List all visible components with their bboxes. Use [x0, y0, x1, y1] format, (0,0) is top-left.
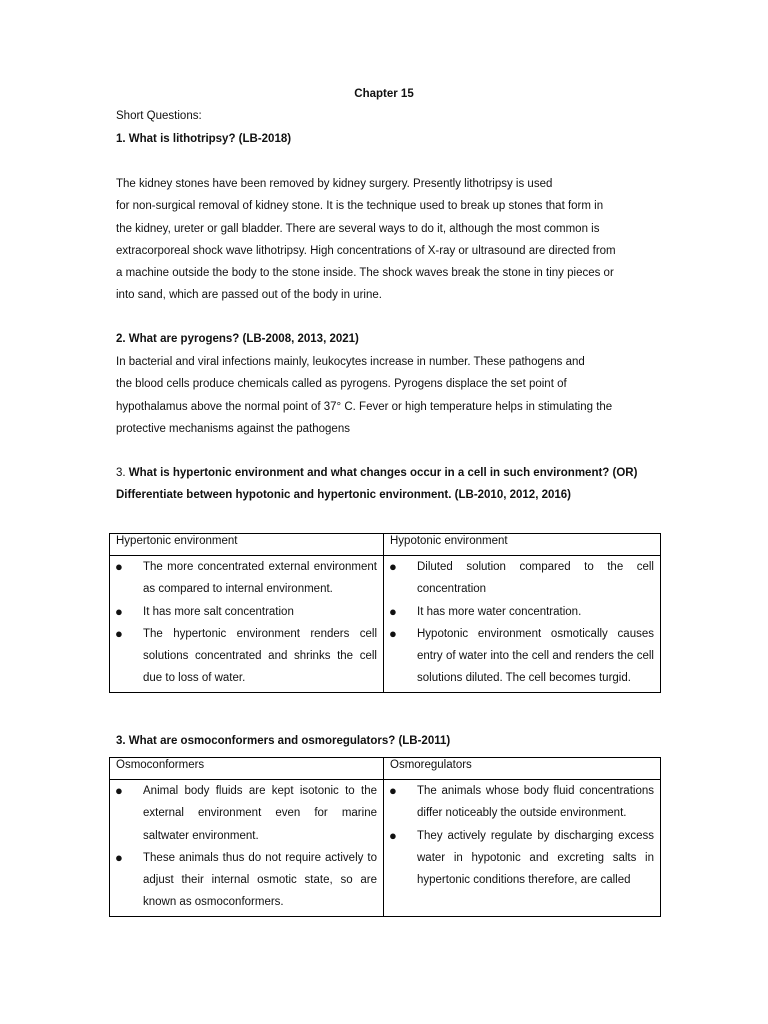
list-item — [110, 780, 377, 847]
list-item-text: The animals whose body fluid concentrations differ noticeably the outside environment. — [417, 785, 654, 820]
table-cell — [110, 780, 384, 917]
bullet-icon: ● — [115, 603, 123, 619]
list-item-text: The hypertonic environment renders cell solutions concentrated and shrinks the cell due to loss of water. — [143, 627, 377, 685]
list-item — [384, 623, 654, 690]
list-item-text: Animal body fluids are kept isotonic to the external environment even for marine saltwater environment. — [143, 785, 377, 842]
table-cell — [384, 556, 661, 693]
q3-heading-line1: What is hypertonic environment and what changes occur in a cell in such environment? (OR) — [128, 467, 638, 479]
list-item — [384, 556, 654, 601]
list-item — [384, 780, 654, 825]
table-header-row — [110, 758, 661, 780]
q2-answer — [116, 351, 656, 440]
table-header-cell: Osmoconformers — [110, 758, 384, 780]
list-item — [110, 556, 377, 601]
list-item-text: Diluted solution compared to the cell concentration — [417, 561, 654, 596]
bullet-icon: ● — [115, 849, 123, 865]
q3-heading — [116, 467, 637, 479]
q2-line: protective mechanisms against the pathogens — [116, 422, 350, 435]
list-item-text: These animals thus do not require actively to adjust their internal osmotic state, so are known as osmoconformers. — [143, 851, 377, 909]
list-item-text: They actively regulate by discharging excess water in hypotonic and excreting salts in hypertonic conditions therefore, are called — [417, 829, 654, 887]
list-item-text: Hypotonic environment osmotically causes entry of water into the cell and renders the cell solutions diluted. The cell becomes turgid. — [417, 627, 654, 685]
list-item-text: It has more salt concentration — [143, 605, 294, 618]
chapter-title: Chapter 15 — [354, 88, 414, 100]
table-row — [110, 780, 661, 917]
q1-line: for non-surgical removal of kidney stone. It is the technique used to break up stones that form in — [116, 200, 604, 213]
q1-line: a machine outside the body to the stone inside. The shock waves break the stone in tiny pieces or — [116, 267, 614, 280]
bullet-icon: ● — [389, 559, 397, 574]
q1-heading: 1. What is lithotripsy? (LB-2018) — [116, 133, 292, 145]
table-header-cell: Osmoregulators — [384, 758, 661, 780]
table-cell — [110, 556, 384, 693]
q2-line: hypothalamus above the normal point of 37° C. Fever or high temperature helps in stimulating the — [116, 400, 613, 413]
q2-heading: 2. What are pyrogens? (LB-2008, 2013, 2021) — [116, 333, 359, 345]
list-item — [384, 825, 654, 892]
section-label: Short Questions: — [116, 110, 202, 122]
table-header-cell: Hypertonic environment — [110, 534, 384, 556]
list-item — [110, 601, 377, 623]
q3-number: 3. — [116, 467, 126, 479]
bullet-list — [384, 780, 654, 891]
bullet-icon: ● — [389, 827, 397, 843]
bullet-list — [384, 556, 654, 690]
bullet-icon: ● — [389, 603, 397, 619]
q3-heading-line2: Differentiate between hypotonic and hypertonic environment. (LB-2010, 2012, 2016) — [116, 489, 572, 501]
bullet-icon: ● — [115, 559, 123, 574]
table-header-cell: Hypotonic environment — [384, 534, 661, 556]
q4-heading: 3. What are osmoconformers and osmoregulators? (LB-2011) — [116, 735, 451, 747]
list-item — [384, 601, 654, 623]
osmoconformers-osmoregulators-table — [109, 757, 661, 917]
list-item — [110, 623, 377, 690]
table-cell — [384, 780, 661, 917]
table-row — [110, 556, 661, 693]
q1-answer — [116, 173, 656, 307]
q2-line: In bacterial and viral infections mainly, leukocytes increase in number. These pathogens and — [116, 356, 585, 368]
q1-line: the kidney, ureter or gall bladder. There are several ways to do it, although the most common is — [116, 222, 600, 235]
bullet-icon: ● — [115, 783, 123, 798]
bullet-list — [110, 780, 377, 914]
table-header-row — [110, 534, 661, 556]
hypertonic-hypotonic-table — [109, 533, 661, 693]
list-item — [110, 847, 377, 914]
bullet-icon: ● — [389, 783, 397, 798]
list-item-text: The more concentrated external environment as compared to internal environment. — [143, 561, 377, 596]
bullet-icon: ● — [389, 625, 397, 641]
bullet-icon: ● — [115, 625, 123, 641]
q1-line: extracorporeal shock wave lithotripsy. High concentrations of X-ray or ultrasound are directed from — [116, 244, 616, 257]
bullet-list — [110, 556, 377, 690]
q2-line: the blood cells produce chemicals called as pyrogens. Pyrogens displace the set point of — [116, 378, 567, 391]
q1-line: into sand, which are passed out of the body in urine. — [116, 289, 382, 302]
list-item-text: It has more water concentration. — [417, 605, 582, 618]
q1-line: The kidney stones have been removed by kidney surgery. Presently lithotripsy is used — [116, 178, 553, 190]
